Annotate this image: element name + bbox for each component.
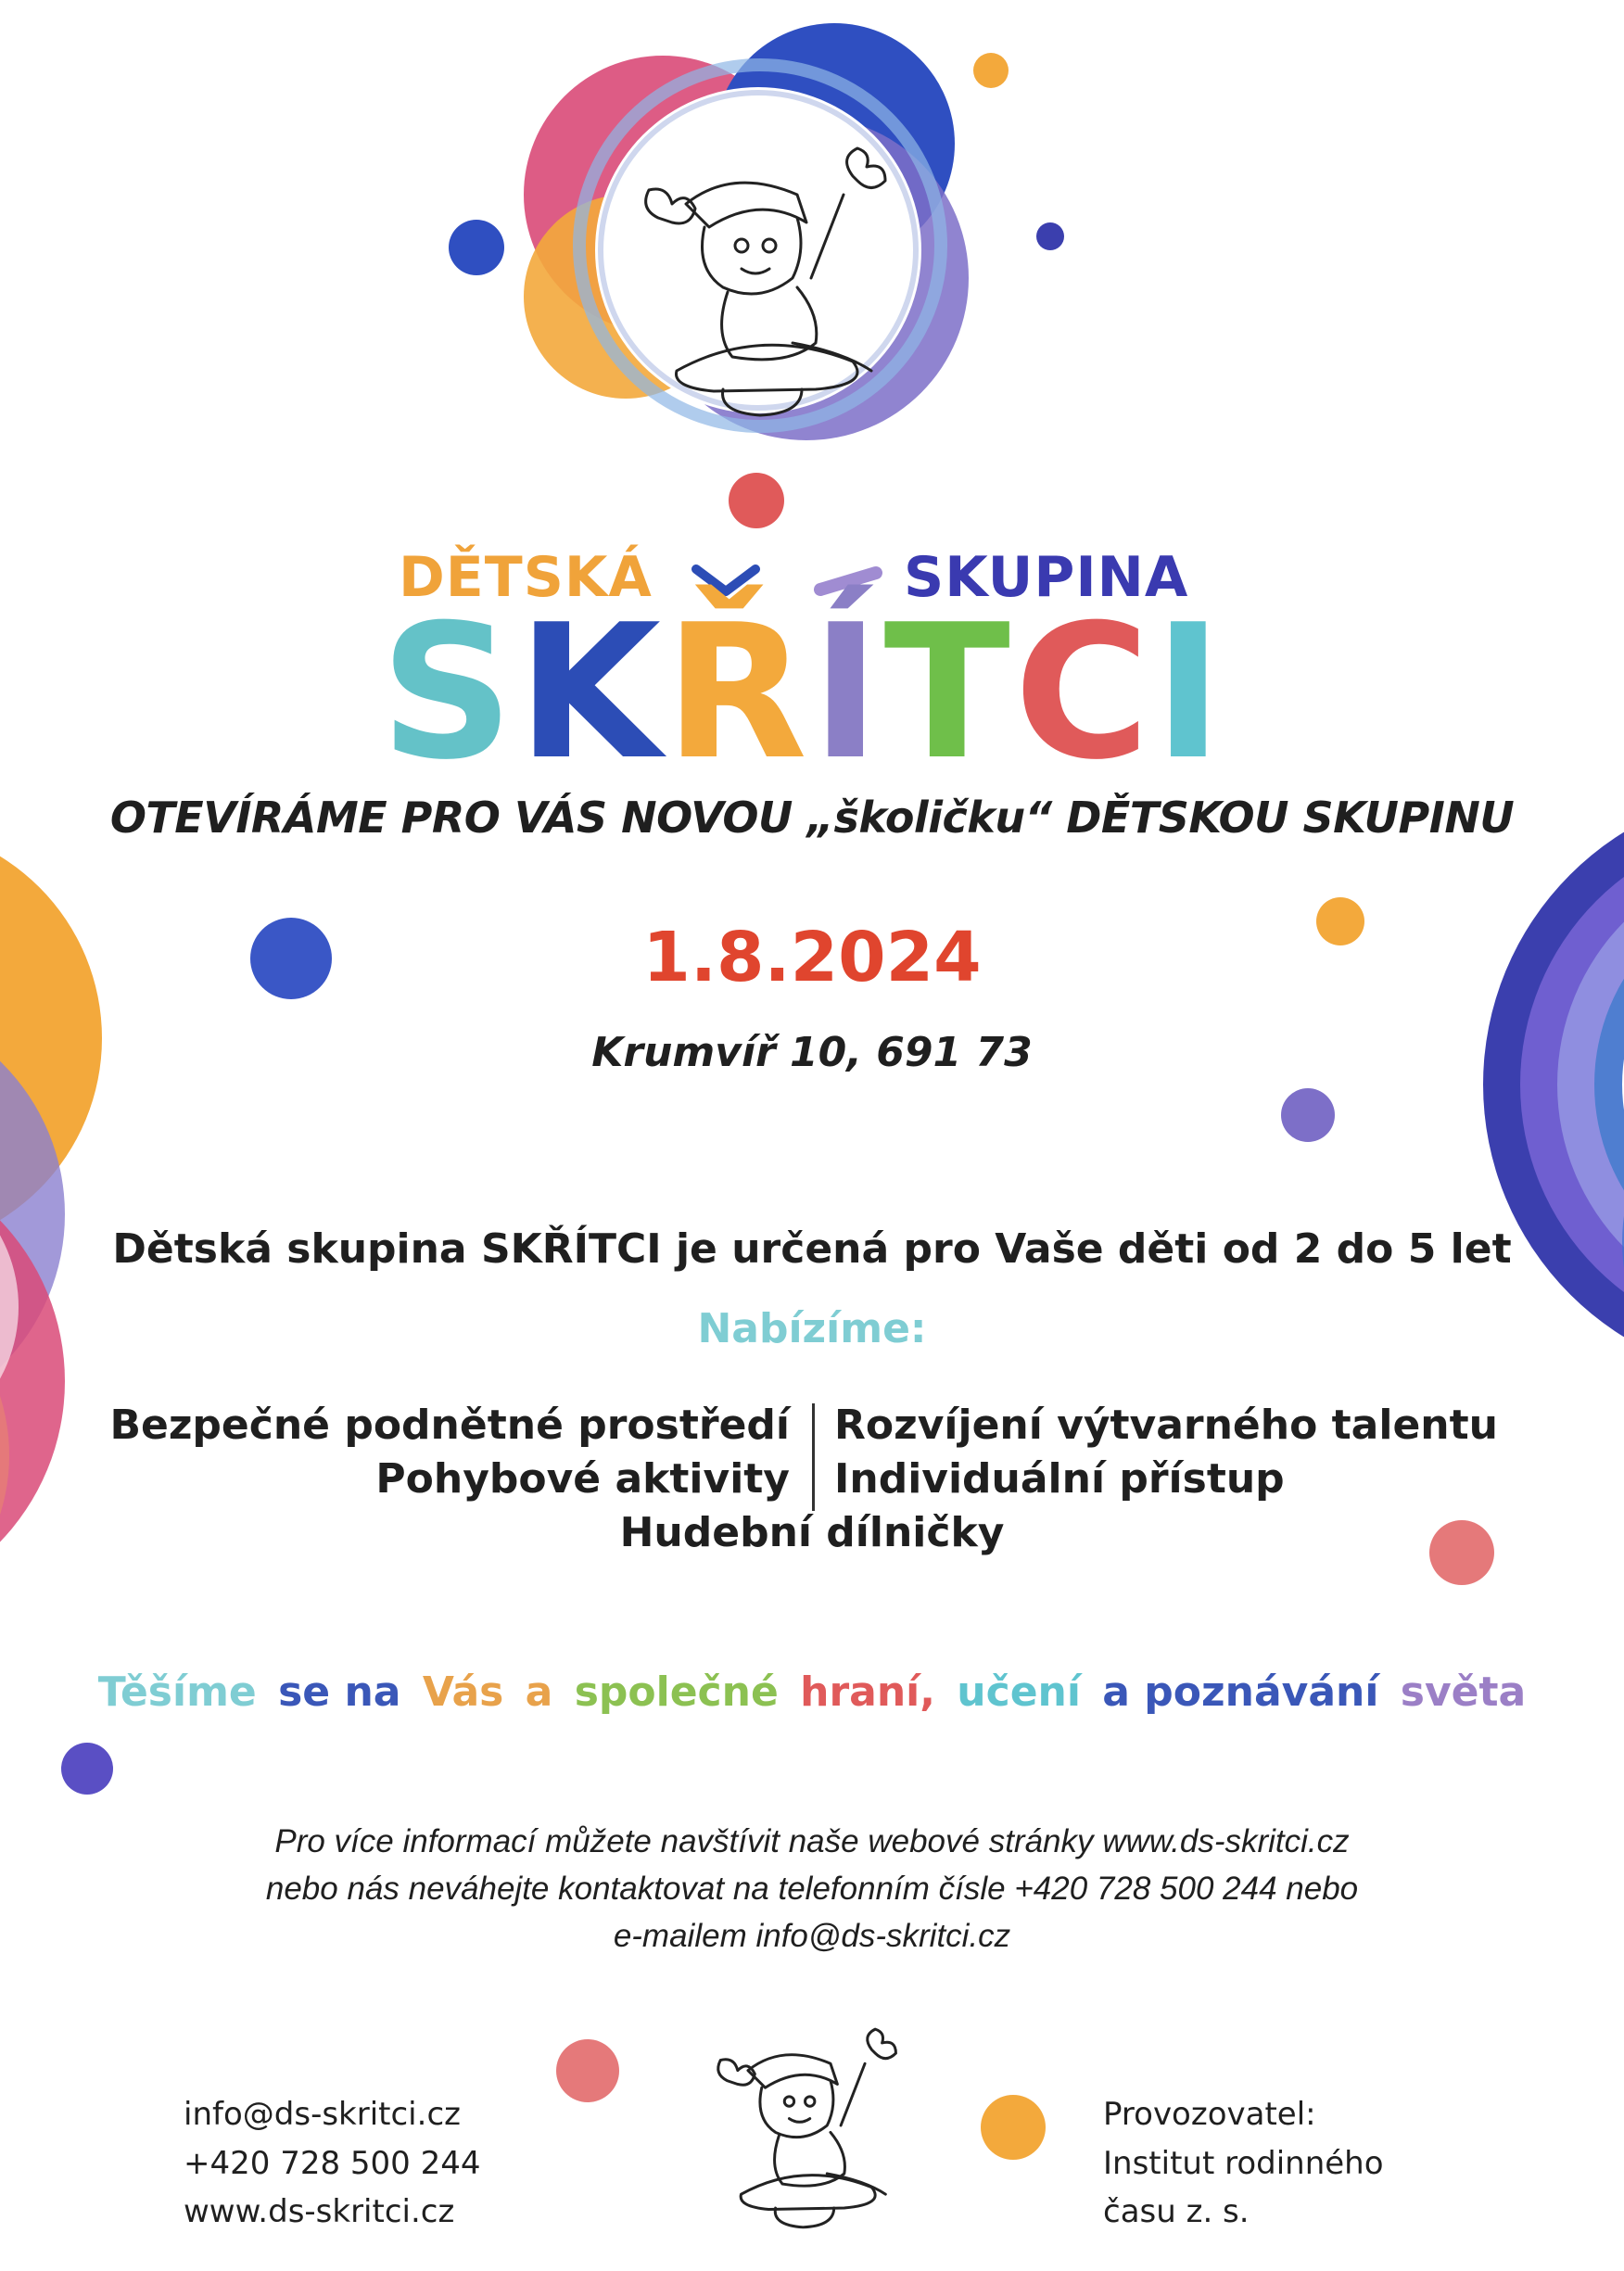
- operator-name: Institut rodinného: [1103, 2144, 1384, 2182]
- feature-safe-environment: Bezpečné podnětné prostředí: [109, 1402, 790, 1449]
- decor-dot: [729, 473, 784, 528]
- headline: OTEVÍRÁME PRO VÁS NOVOU „školičku“ DĚTSKOU SKUPINU: [109, 793, 1515, 843]
- slogan-word: hraní,: [800, 1668, 935, 1716]
- feature-art-talent: Rozvíjení výtvarného talentu: [834, 1402, 1498, 1449]
- decor-dot: [1036, 222, 1064, 250]
- intro-text: Dětská skupina SKŘÍTCI je určená pro Vaše děti od 2 do 5 let: [112, 1225, 1512, 1273]
- address: Krumvíř 10, 691 73: [591, 1029, 1033, 1076]
- operator-info: [1103, 2090, 1384, 2237]
- operator-label: Provozovatel:: [1103, 2096, 1316, 2133]
- footer-email: info@ds-skritci.cz: [184, 2096, 461, 2133]
- brand-letter: Ř: [665, 585, 812, 801]
- opening-date: 1.8.2024: [642, 918, 982, 997]
- contact-line: nebo nás neváhejte kontaktovat na telefonním čísle +420 728 500 244 nebo: [265, 1870, 1359, 1907]
- feature-individual-approach: Individuální přístup: [834, 1455, 1285, 1503]
- brand-word-right: SKUPINA: [904, 545, 1189, 610]
- footer-phone: +420 728 500 244: [184, 2144, 481, 2182]
- brand-word-left: DĚTSKÁ: [399, 545, 653, 610]
- feature-movement-activities: Pohybové aktivity: [375, 1455, 790, 1503]
- footer-website: www.ds-skritci.cz: [184, 2193, 455, 2231]
- operator-name-cont: času z. s.: [1103, 2193, 1250, 2231]
- brand-letter: Í: [811, 585, 884, 801]
- offer-title: Nabízíme:: [697, 1305, 927, 1352]
- gnome-mascot-logo: [621, 139, 908, 417]
- contact-line: e-mailem info@ds-skritci.cz: [613, 1917, 1011, 1954]
- slogan-word: světa: [1400, 1668, 1527, 1716]
- decor-dot: [61, 1743, 113, 1795]
- slogan: [0, 1668, 1624, 1716]
- contact-line: Pro více informací můžete navštívit naše webové stránky www.ds-skritci.cz: [274, 1823, 1350, 1859]
- gnome-mascot-footer: [700, 2019, 913, 2232]
- slogan-word: Vás: [422, 1668, 504, 1716]
- slogan-word: a: [525, 1668, 553, 1716]
- decor-dot: [556, 2039, 619, 2102]
- footer-contacts: [184, 2090, 481, 2237]
- decor-dot: [973, 53, 1009, 88]
- slogan-word: se na: [278, 1668, 401, 1716]
- brand-letter: I: [1153, 585, 1227, 801]
- slogan-word: Těšíme: [97, 1668, 257, 1716]
- brand-letter: S: [380, 585, 518, 801]
- feature-divider: [812, 1403, 815, 1511]
- slogan-word: společné: [574, 1668, 779, 1716]
- decor-dot: [981, 2095, 1046, 2160]
- slogan-word: a poznávání: [1102, 1668, 1379, 1716]
- contact-paragraph: [0, 1819, 1624, 1960]
- brand-letter: K: [517, 585, 666, 801]
- feature-music-workshops: Hudební dílničky: [619, 1509, 1005, 1556]
- decor-dot: [449, 220, 504, 275]
- decor-dot: [1281, 1088, 1335, 1142]
- slogan-word: učení: [957, 1668, 1081, 1716]
- brand-letter: C: [1013, 585, 1154, 801]
- brand-letter: T: [883, 585, 1014, 801]
- brand-skritci-wordmark: [380, 585, 1227, 801]
